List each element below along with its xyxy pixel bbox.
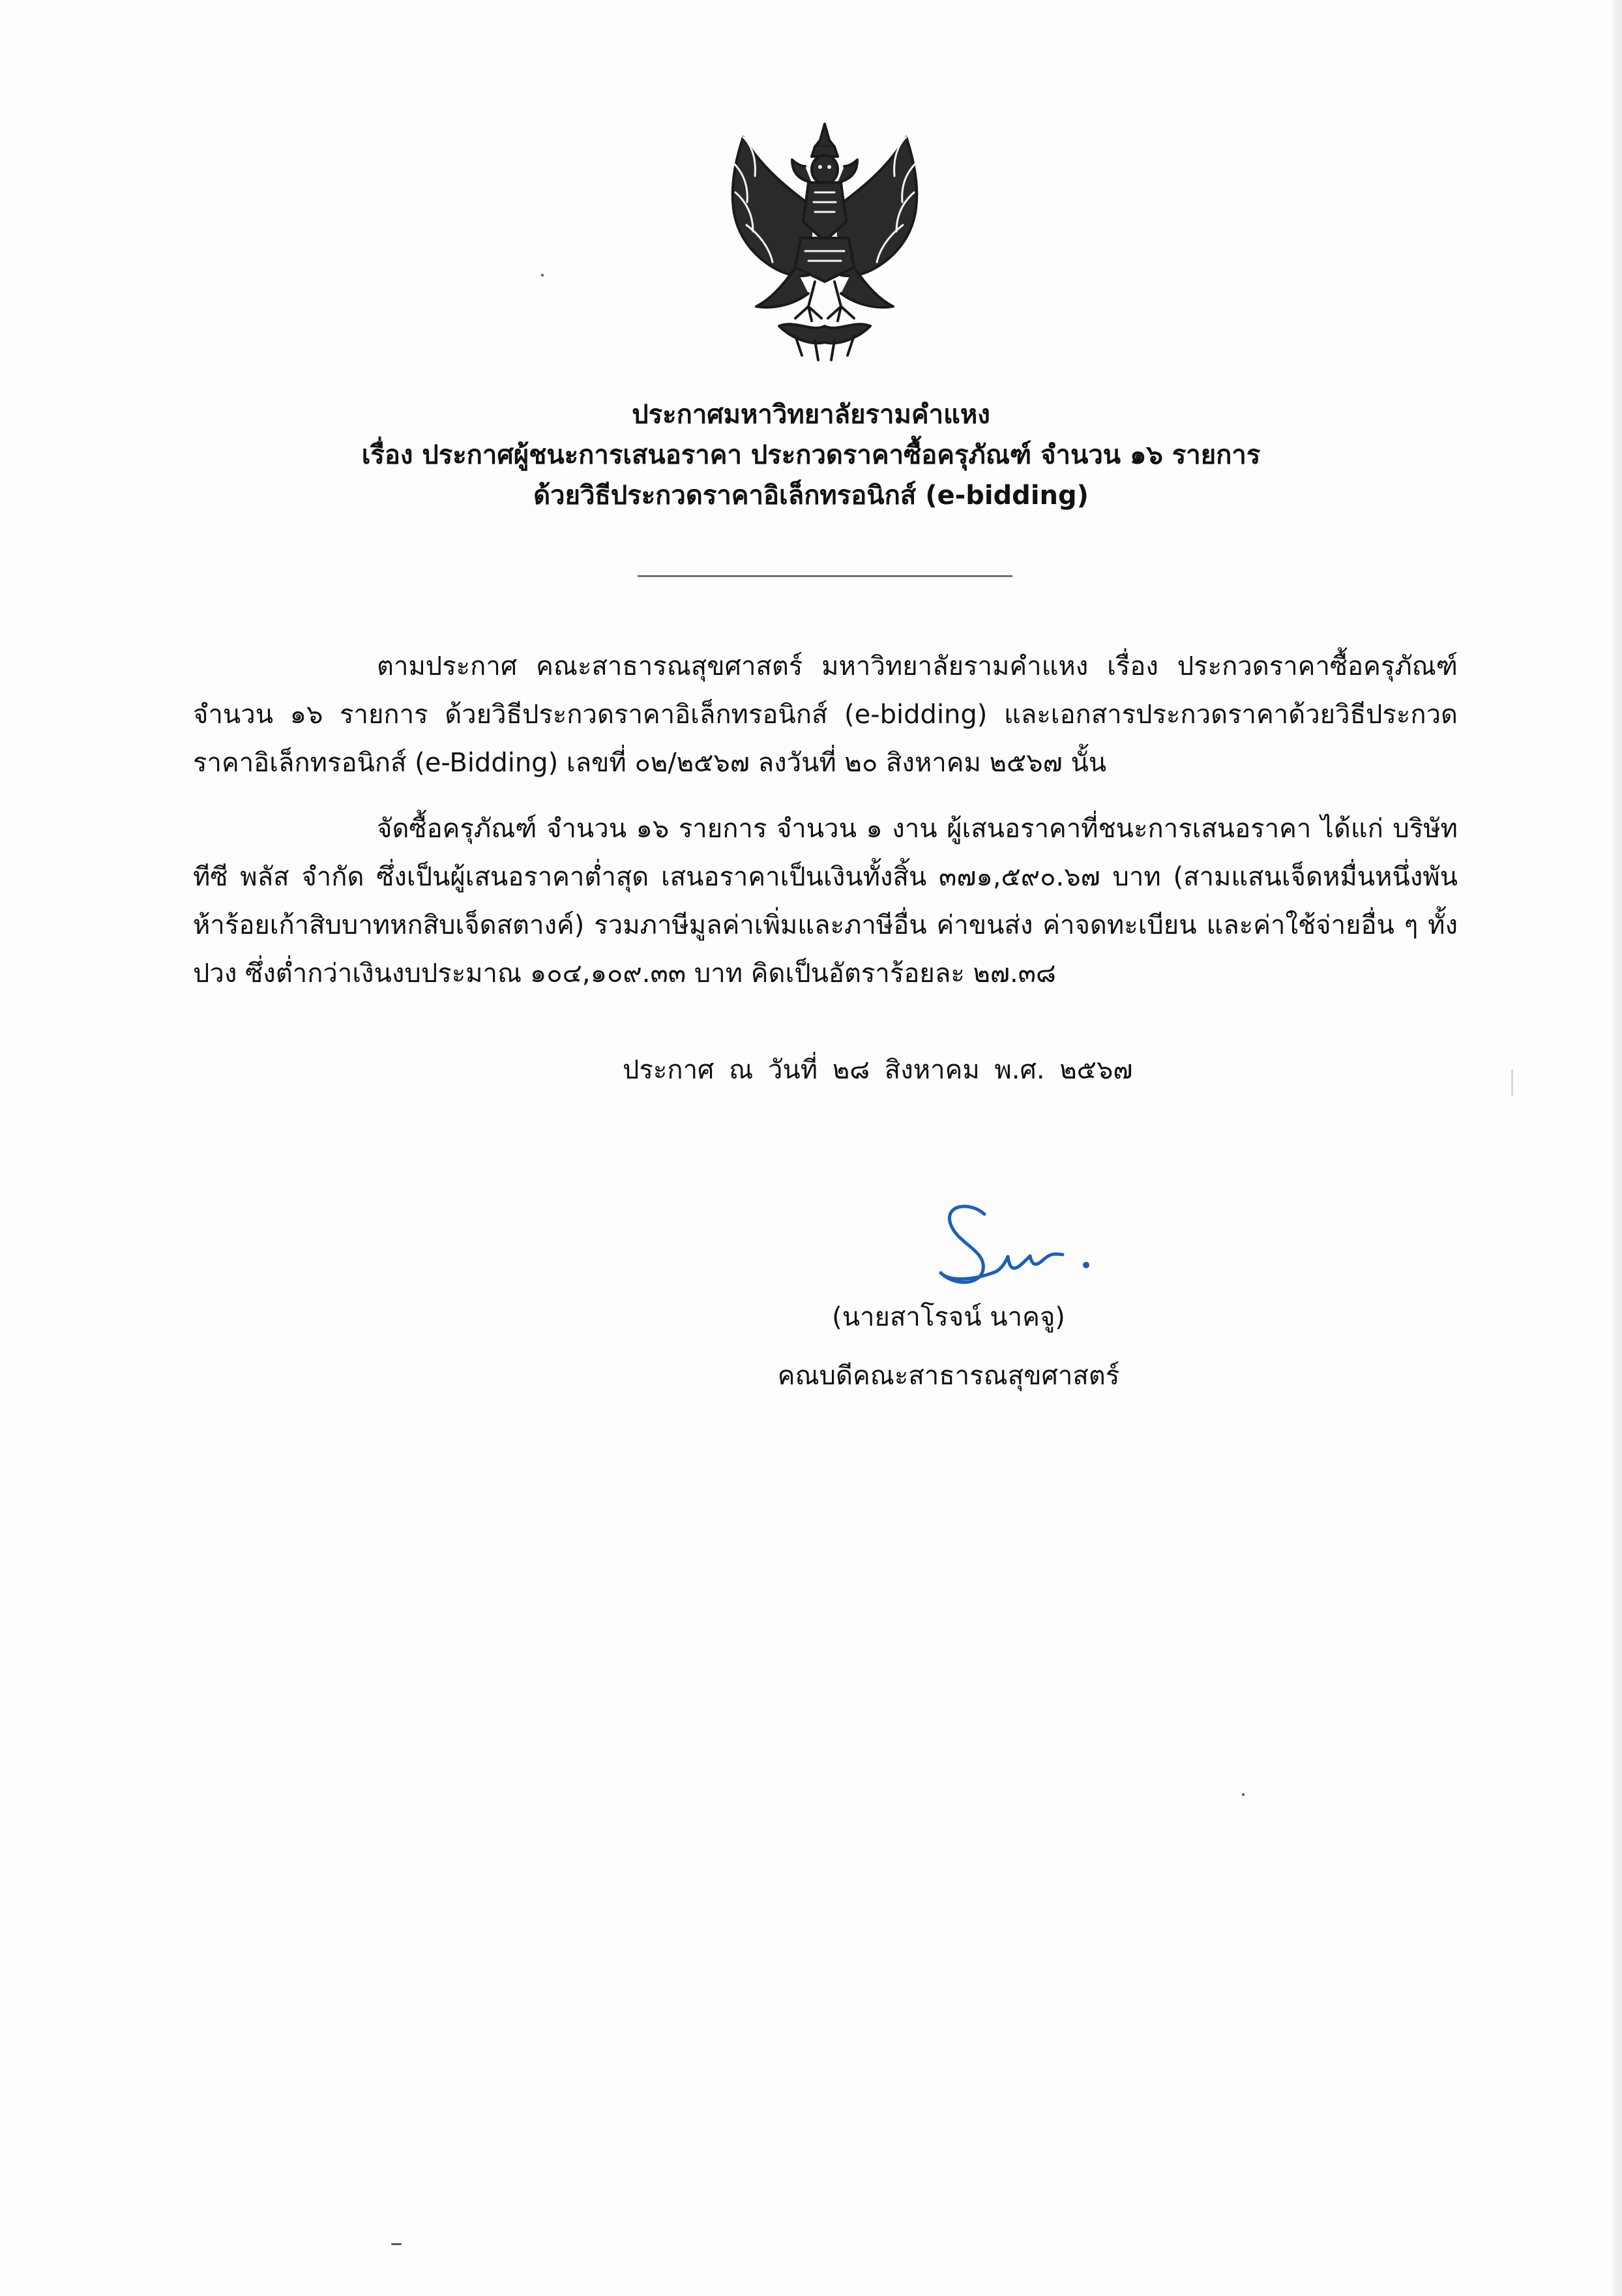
- scan-speck: [1242, 1793, 1245, 1796]
- scan-speck: [391, 2243, 402, 2245]
- signatory-name: (นายสาโรจน์ นาคจู): [832, 1302, 1065, 1332]
- body-paragraph-1: ตามประกาศ คณะสาธารณสุขศาสตร์ มหาวิทยาลัยรามคำแหง เรื่อง ประกวดราคาซื้อครุภัณฑ์ จำนวน ๑๖ รายการ ด้วยวิธีประกวดราคาอิเล็กทรอนิกส์ (e-bidding) และเอกสารประกวดราคาด้วยวิธีประกวดราคาอิเล็กทรอนิกส์ (e-Bidding) เลขที่ ๐๒/๒๕๖๗ ลงวันที่ ๒๐ สิงหาคม ๒๕๖๗ นั้น: [193, 651, 1458, 778]
- heading-divider: [638, 575, 1012, 577]
- body-paragraph-2: จัดซื้อครุภัณฑ์ จำนวน ๑๖ รายการ จำนวน ๑ งาน ผู้เสนอราคาที่ชนะการเสนอราคา ได้แก่ บริษัท ทีซี พลัส จำกัด ซึ่งเป็นผู้เสนอราคาต่ำสุด เสนอราคาเป็นเงินทั้งสิ้น ๓๗๑,๕๙๐.๖๗ บาท (สามแสนเจ็ดหมื่นหนึ่งพันห้าร้อยเก้าสิบบาทหกสิบเจ็ดสตางค์) รวมภาษีมูลค่าเพิ่มและภาษีอื่น ค่าขนส่ง ค่าจดทะเบียน และค่าใช้จ่ายอื่น ๆ ทั้งปวง ซึ่งต่ำกว่าเงินงบประมาณ ๑๐๔,๑๐๙.๓๓ บาท คิดเป็นอัตราร้อยละ ๒๗.๓๘: [193, 814, 1458, 989]
- handwritten-signature: [924, 1188, 1133, 1299]
- scan-speck: [541, 274, 544, 276]
- signatory-position: คณบดีคณะสาธารณสุขศาสตร์: [777, 1361, 1120, 1391]
- announcement-date: ประกาศ ณ วันที่ ๒๘ สิงหาคม พ.ศ. ๒๕๖๗: [623, 1055, 1133, 1085]
- page-edge-shadow: [1613, 0, 1622, 2296]
- scan-speck: [1511, 1069, 1513, 1096]
- garuda-emblem-icon: [717, 111, 932, 365]
- document-heading: [196, 395, 1426, 516]
- heading-line-method: ด้วยวิธีประกวดราคาอิเล็กทรอนิกส์ (e-bidding): [533, 481, 1089, 511]
- heading-line-subject: เรื่อง ประกาศผู้ชนะการเสนอราคา ประกวดราคาซื้อครุภัณฑ์ จำนวน ๑๖ รายการ: [361, 440, 1261, 470]
- heading-line-university: ประกาศมหาวิทยาลัยรามคำแหง: [632, 400, 990, 430]
